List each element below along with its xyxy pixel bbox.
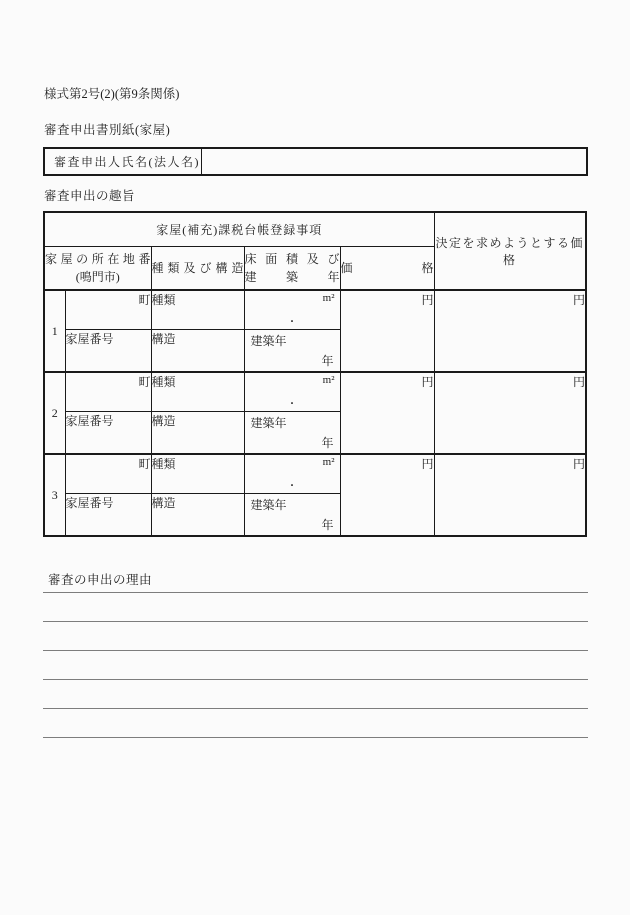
- header-location-line1: 家屋の所在地番: [45, 251, 151, 266]
- yen-label: 円: [421, 457, 434, 471]
- table-row-3-top: [44, 454, 586, 494]
- built-year-cell: [244, 330, 340, 373]
- built-year-label: 建築年: [250, 498, 287, 512]
- header-location-line2: (鳴門市): [75, 269, 120, 284]
- header-price-label: 価格: [340, 260, 434, 275]
- yen-label: 円: [421, 375, 434, 389]
- type-label: 種類: [151, 457, 176, 471]
- applicant-name-label: 審査申出人氏名(法人名): [45, 149, 202, 174]
- header-floor-area-line2: 建築年: [244, 269, 340, 284]
- price-cell: [340, 372, 434, 454]
- built-year-cell: [244, 412, 340, 455]
- structure-label: 構造: [151, 332, 176, 346]
- header-location: [44, 246, 151, 290]
- header-type-structure: [151, 246, 244, 290]
- type-label: 種類: [151, 375, 176, 389]
- house-number-label: 家屋番号: [65, 332, 114, 346]
- town-label: 町: [138, 375, 151, 389]
- row-number: 3: [44, 454, 65, 536]
- row-number: 1: [44, 290, 65, 372]
- price-cell: [340, 290, 434, 372]
- built-year-label: 建築年: [250, 334, 287, 348]
- decision-price-cell: [434, 454, 586, 536]
- house-number-label: 家屋番号: [65, 414, 114, 428]
- structure-label: 構造: [151, 414, 176, 428]
- built-year-cell: [244, 494, 340, 537]
- reason-line: [43, 621, 588, 622]
- town-label: 町: [138, 457, 151, 471]
- decimal-dot-label: ・: [287, 481, 297, 492]
- form-number-label: 様式第2号(2)(第9条関係): [44, 87, 180, 101]
- type-cell: [151, 454, 244, 494]
- structure-cell: [151, 412, 244, 455]
- type-cell: [151, 372, 244, 412]
- year-suffix-label: 年: [321, 518, 334, 532]
- decision-price-cell: [434, 290, 586, 372]
- registration-table: [43, 211, 587, 537]
- header-price: [340, 246, 434, 290]
- applicant-name-box: [43, 147, 588, 176]
- yen-label: 円: [572, 457, 585, 471]
- decimal-dot-label: ・: [287, 317, 297, 328]
- square-meter-label: m²: [322, 456, 335, 468]
- reason-line: [43, 592, 588, 593]
- square-meter-label: m²: [322, 292, 335, 304]
- reason-line: [43, 708, 588, 709]
- reason-heading: 審査の申出の理由: [48, 573, 153, 587]
- header-type-structure-label: 種類及び構造: [151, 260, 244, 275]
- applicant-name-field: [202, 149, 586, 174]
- table-row-2-top: [44, 372, 586, 412]
- house-number-cell: [65, 412, 151, 455]
- house-number-cell: [65, 330, 151, 373]
- town-cell: [65, 454, 151, 494]
- year-suffix-label: 年: [321, 436, 334, 450]
- built-year-label: 建築年: [250, 416, 287, 430]
- year-suffix-label: 年: [321, 354, 334, 368]
- header-floor-area: [244, 246, 340, 290]
- type-label: 種類: [151, 293, 176, 307]
- reason-line: [43, 650, 588, 651]
- town-label: 町: [138, 293, 151, 307]
- decision-price-cell: [434, 372, 586, 454]
- structure-label: 構造: [151, 496, 176, 510]
- floor-area-cell: [244, 454, 340, 494]
- reason-line: [43, 679, 588, 680]
- attachment-title: 審査申出書別紙(家屋): [44, 123, 171, 137]
- town-cell: [65, 290, 151, 330]
- yen-label: 円: [572, 375, 585, 389]
- header-floor-area-line1: 床面積及び: [244, 251, 340, 266]
- table-row-1-top: [44, 290, 586, 330]
- type-cell: [151, 290, 244, 330]
- decimal-dot-label: ・: [287, 399, 297, 410]
- house-number-label: 家屋番号: [65, 496, 114, 510]
- square-meter-label: m²: [322, 374, 335, 386]
- floor-area-cell: [244, 372, 340, 412]
- house-number-cell: [65, 494, 151, 537]
- price-cell: [340, 454, 434, 536]
- header-registration-items: 家屋(補充)課税台帳登録事項: [44, 212, 434, 246]
- yen-label: 円: [421, 293, 434, 307]
- town-cell: [65, 372, 151, 412]
- table-header-row-1: [44, 212, 586, 246]
- floor-area-cell: [244, 290, 340, 330]
- yen-label: 円: [572, 293, 585, 307]
- reason-line: [43, 737, 588, 738]
- purpose-heading: 審査申出の趣旨: [44, 189, 136, 203]
- structure-cell: [151, 494, 244, 537]
- row-number: 2: [44, 372, 65, 454]
- structure-cell: [151, 330, 244, 373]
- header-decision-price: 決定を求めようとする価格: [434, 212, 586, 290]
